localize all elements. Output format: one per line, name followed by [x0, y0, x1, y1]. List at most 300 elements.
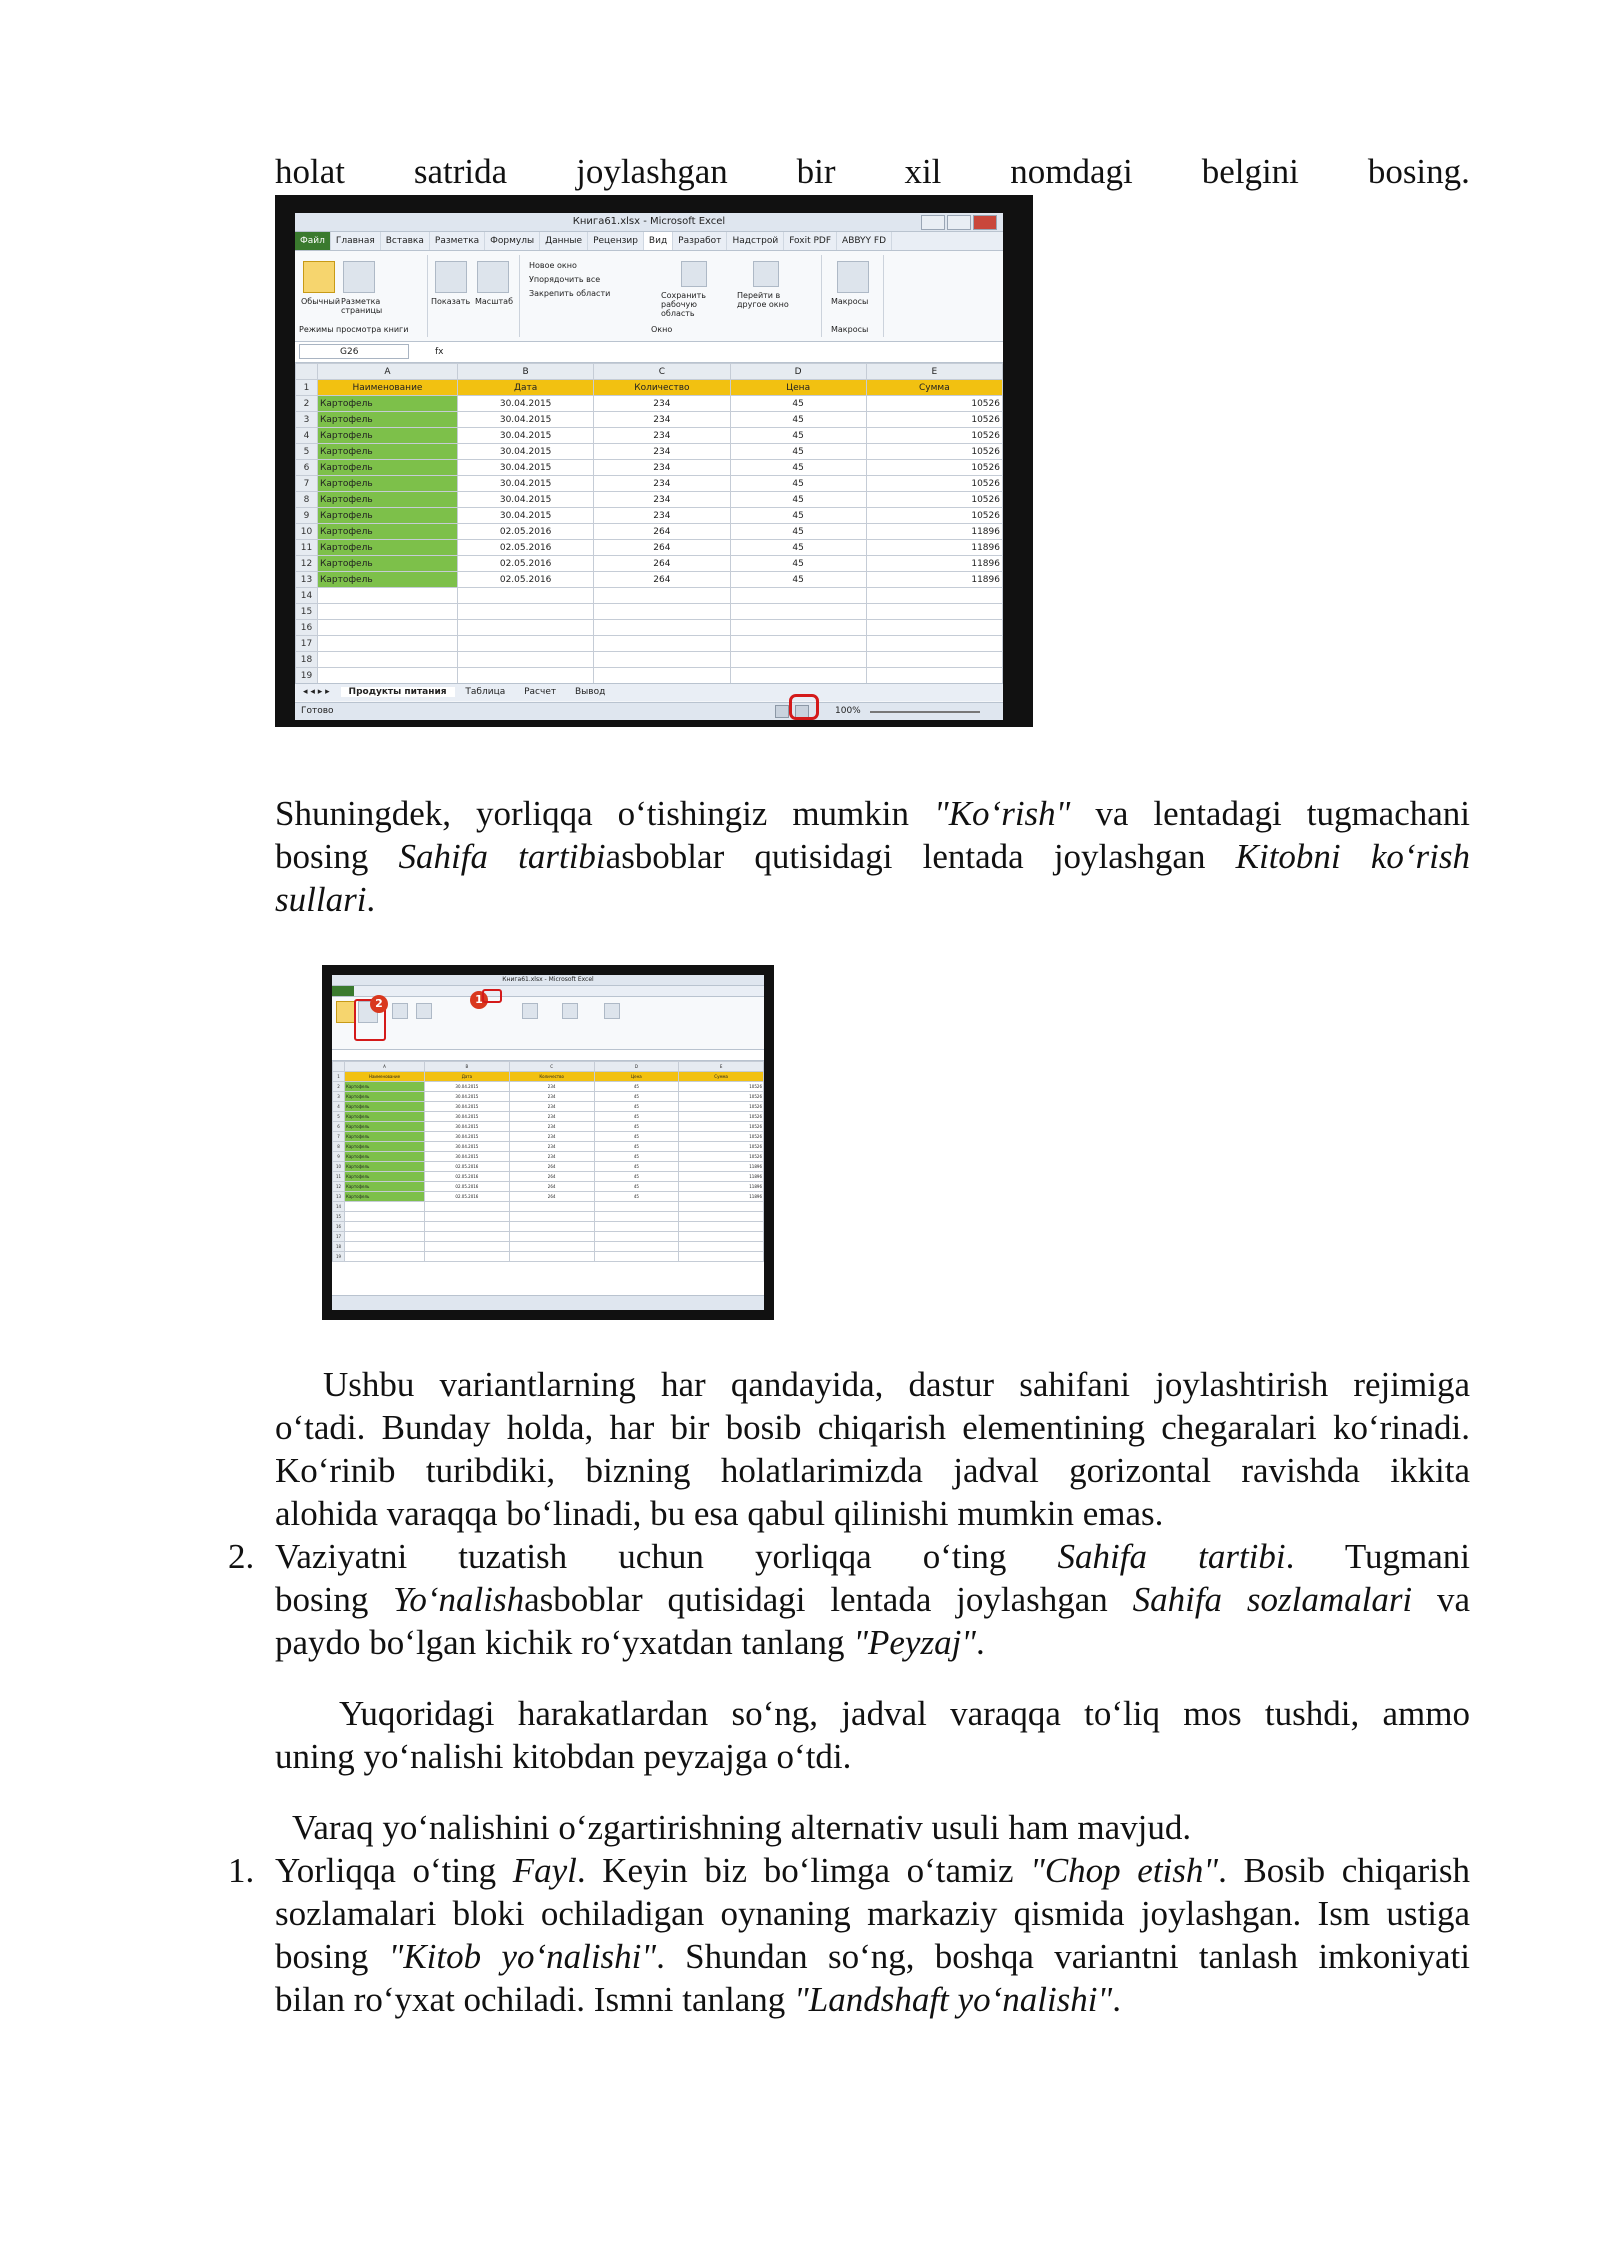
table-cell[interactable]: 234 — [594, 412, 730, 428]
table-cell[interactable]: Картофель — [318, 492, 458, 508]
table-cell[interactable]: 10526 — [866, 396, 1002, 412]
table-cell[interactable] — [509, 1202, 594, 1212]
table-cell[interactable]: 45 — [730, 540, 866, 556]
row-number[interactable]: 11 — [296, 540, 318, 556]
para3-line-3: Ko‘rinib turibdiki, bizning holatlarimizda jadval gorizontal ravishda ikkita — [275, 1451, 1470, 1490]
save-workspace-button[interactable] — [681, 261, 707, 287]
row-number[interactable]: 1 — [333, 1072, 345, 1082]
table-cell[interactable]: Картофель — [318, 524, 458, 540]
table-cell[interactable] — [594, 1212, 679, 1222]
table-cell[interactable] — [594, 652, 730, 668]
header-cell[interactable]: Сумма — [679, 1072, 764, 1082]
minimize-icon[interactable] — [921, 215, 945, 230]
table-cell[interactable]: 45 — [594, 1142, 679, 1152]
table-cell[interactable]: 30.04.2015 — [458, 508, 594, 524]
table-cell[interactable]: 234 — [594, 396, 730, 412]
table-cell[interactable]: 30.04.2015 — [425, 1112, 510, 1122]
table-cell[interactable]: 234 — [509, 1142, 594, 1152]
table-cell[interactable]: 30.04.2015 — [458, 396, 594, 412]
tab-review[interactable]: Рецензир — [588, 232, 644, 250]
table-cell[interactable] — [458, 652, 594, 668]
row-number[interactable]: 13 — [296, 572, 318, 588]
table-cell[interactable] — [318, 604, 458, 620]
row-number[interactable]: 11 — [333, 1172, 345, 1182]
table-cell[interactable] — [425, 1232, 510, 1242]
word: satrida — [413, 152, 508, 191]
name-box[interactable]: G26 — [299, 344, 409, 359]
table-cell[interactable]: Картофель — [318, 396, 458, 412]
row-number[interactable]: 2 — [333, 1082, 345, 1092]
save-workspace-button[interactable] — [522, 1003, 538, 1019]
table-cell[interactable]: Картофель — [345, 1102, 425, 1112]
row-number[interactable]: 1 — [296, 380, 318, 396]
table-cell[interactable]: 45 — [594, 1082, 679, 1092]
table-cell[interactable]: 234 — [594, 460, 730, 476]
table-cell[interactable] — [458, 636, 594, 652]
table-cell[interactable] — [458, 604, 594, 620]
sheet-tab-products[interactable]: Продукты питания — [341, 687, 455, 697]
table-cell[interactable]: 30.04.2015 — [458, 428, 594, 444]
table-cell[interactable]: Картофель — [345, 1112, 425, 1122]
column-letter[interactable]: E — [679, 1062, 764, 1072]
word: nomdagi — [1010, 152, 1133, 191]
row-number[interactable]: 3 — [333, 1092, 345, 1102]
table-cell[interactable]: Картофель — [318, 508, 458, 524]
table-cell[interactable]: Картофель — [345, 1192, 425, 1202]
table-cell[interactable]: 234 — [594, 428, 730, 444]
row-number[interactable]: 19 — [296, 668, 318, 684]
header-cell[interactable]: Сумма — [866, 380, 1002, 396]
table-cell[interactable] — [594, 620, 730, 636]
row-number[interactable]: 12 — [333, 1182, 345, 1192]
column-letter[interactable]: D — [730, 364, 866, 380]
table-cell[interactable]: 30.04.2015 — [425, 1102, 510, 1112]
row-number[interactable]: 9 — [296, 508, 318, 524]
table-cell[interactable] — [458, 620, 594, 636]
table-cell[interactable] — [679, 1242, 764, 1252]
table-cell[interactable]: 234 — [594, 476, 730, 492]
table-cell[interactable]: Картофель — [318, 428, 458, 444]
header-cell[interactable]: Наименование — [345, 1072, 425, 1082]
header-cell[interactable]: Дата — [458, 380, 594, 396]
table-cell[interactable] — [594, 1252, 679, 1262]
table-cell[interactable]: 02.05.2016 — [425, 1162, 510, 1172]
table-cell[interactable]: 02.05.2016 — [425, 1182, 510, 1192]
table-cell[interactable]: Картофель — [345, 1142, 425, 1152]
table-cell[interactable] — [594, 1202, 679, 1212]
tab-addins[interactable]: Надстрой — [727, 232, 784, 250]
table-cell[interactable]: 45 — [730, 492, 866, 508]
table-cell[interactable]: 11896 — [679, 1182, 764, 1192]
table-cell[interactable] — [594, 668, 730, 684]
table-cell[interactable]: 45 — [730, 572, 866, 588]
row-number[interactable]: 7 — [296, 476, 318, 492]
row-number[interactable]: 19 — [333, 1252, 345, 1262]
tab-file[interactable] — [332, 986, 354, 996]
row-number[interactable]: 10 — [296, 524, 318, 540]
tab-file[interactable]: Файл — [295, 232, 331, 250]
table-cell[interactable]: 234 — [509, 1082, 594, 1092]
table-cell[interactable]: 11896 — [679, 1172, 764, 1182]
worksheet-grid[interactable] — [332, 1061, 764, 1295]
close-icon[interactable] — [973, 215, 997, 230]
group-label: Макросы — [831, 325, 869, 334]
normal-view-button[interactable] — [303, 261, 335, 293]
table-cell[interactable]: 30.04.2015 — [425, 1152, 510, 1162]
table-row — [296, 604, 1003, 620]
header-cell[interactable]: Цена — [594, 1072, 679, 1082]
table-cell[interactable]: 264 — [509, 1162, 594, 1172]
tab-home[interactable]: Главная — [331, 232, 381, 250]
highlight-ring-tab — [482, 989, 502, 1003]
row-number[interactable]: 4 — [333, 1102, 345, 1112]
table-cell[interactable]: 234 — [594, 444, 730, 460]
show-zoom-group — [429, 255, 520, 337]
row-number[interactable]: 18 — [296, 652, 318, 668]
table-cell[interactable] — [509, 1212, 594, 1222]
table-cell[interactable]: 30.04.2015 — [425, 1082, 510, 1092]
table-cell[interactable]: 45 — [730, 396, 866, 412]
column-letter[interactable]: C — [509, 1062, 594, 1072]
table-cell[interactable] — [679, 1252, 764, 1262]
table-cell[interactable]: 10526 — [679, 1112, 764, 1122]
table-cell[interactable] — [866, 652, 1002, 668]
table-cell[interactable] — [425, 1242, 510, 1252]
macros-button[interactable] — [604, 1003, 620, 1019]
row-number[interactable]: 17 — [296, 636, 318, 652]
table-cell[interactable] — [679, 1232, 764, 1242]
row-number[interactable]: 14 — [296, 588, 318, 604]
row-number[interactable]: 8 — [296, 492, 318, 508]
list-item-2 — [275, 1535, 1470, 1664]
para4-line-2: uning yo‘nalishi kitobdan peyzajga o‘tdi. — [275, 1737, 852, 1776]
normal-view-icon[interactable] — [775, 705, 789, 718]
maximize-icon[interactable] — [947, 215, 971, 230]
table-cell[interactable]: 45 — [730, 428, 866, 444]
worksheet-grid[interactable] — [295, 363, 1003, 683]
header-cell[interactable]: Дата — [425, 1072, 510, 1082]
table-cell[interactable]: 02.05.2016 — [425, 1172, 510, 1182]
table-cell[interactable]: 30.04.2015 — [458, 444, 594, 460]
show-button[interactable] — [392, 1003, 408, 1019]
table-cell[interactable] — [679, 1222, 764, 1232]
table-cell[interactable]: 10526 — [866, 460, 1002, 476]
table-cell[interactable] — [425, 1252, 510, 1262]
table-cell[interactable] — [425, 1222, 510, 1232]
table-cell[interactable]: 30.04.2015 — [458, 412, 594, 428]
table-cell[interactable]: Картофель — [345, 1162, 425, 1172]
column-letter[interactable]: E — [866, 364, 1002, 380]
row-number[interactable]: 6 — [333, 1122, 345, 1132]
table-cell[interactable]: 10526 — [866, 476, 1002, 492]
table-row — [296, 460, 1003, 476]
table-cell[interactable]: 30.04.2015 — [458, 460, 594, 476]
table-cell[interactable] — [730, 588, 866, 604]
show-button[interactable] — [435, 261, 467, 293]
switch-window-button[interactable] — [753, 261, 779, 287]
zoom-slider[interactable] — [870, 711, 980, 713]
table-cell[interactable]: 10526 — [679, 1082, 764, 1092]
table-cell[interactable]: 264 — [594, 556, 730, 572]
table-cell[interactable]: Картофель — [318, 540, 458, 556]
table-cell[interactable]: 234 — [594, 492, 730, 508]
table-cell[interactable]: 234 — [509, 1092, 594, 1102]
table-cell[interactable]: 10526 — [866, 492, 1002, 508]
sheet-nav-icon[interactable]: ◂ ◂ ▸ ▸ — [303, 687, 330, 697]
table-cell[interactable]: 45 — [730, 524, 866, 540]
table-cell[interactable]: 30.04.2015 — [458, 476, 594, 492]
row-number[interactable]: 5 — [296, 444, 318, 460]
table-cell[interactable]: Картофель — [318, 460, 458, 476]
table-cell[interactable] — [730, 604, 866, 620]
header-cell[interactable]: Цена — [730, 380, 866, 396]
column-letter[interactable]: B — [458, 364, 594, 380]
table-cell[interactable]: 11896 — [866, 572, 1002, 588]
group-label: Режимы просмотра книги — [299, 325, 409, 334]
table-cell[interactable]: 02.05.2016 — [458, 540, 594, 556]
header-cell[interactable]: Количество — [509, 1072, 594, 1082]
table-cell[interactable] — [318, 620, 458, 636]
table-cell[interactable]: Картофель — [345, 1182, 425, 1192]
row-number[interactable]: 16 — [333, 1222, 345, 1232]
table-cell[interactable]: Картофель — [345, 1122, 425, 1132]
table-cell[interactable] — [866, 604, 1002, 620]
table-cell[interactable]: Картофель — [345, 1082, 425, 1092]
table-cell[interactable]: Картофель — [318, 444, 458, 460]
freeze-button[interactable]: Закрепить области — [529, 289, 611, 298]
table-cell[interactable]: 45 — [730, 556, 866, 572]
zoom-button[interactable] — [477, 261, 509, 293]
table-cell[interactable]: 45 — [730, 476, 866, 492]
table-cell[interactable]: 10526 — [866, 444, 1002, 460]
row-number[interactable]: 2 — [296, 396, 318, 412]
table-cell[interactable] — [594, 636, 730, 652]
table-cell[interactable]: 234 — [594, 508, 730, 524]
table-cell[interactable]: Картофель — [345, 1132, 425, 1142]
table-cell[interactable]: 264 — [509, 1172, 594, 1182]
table-cell[interactable]: 234 — [509, 1152, 594, 1162]
row-number[interactable]: 3 — [296, 412, 318, 428]
table-cell[interactable]: Картофель — [318, 556, 458, 572]
table-cell[interactable]: Картофель — [345, 1172, 425, 1182]
switch-window-button[interactable] — [562, 1003, 578, 1019]
table-cell[interactable] — [730, 668, 866, 684]
table-cell[interactable]: 45 — [594, 1102, 679, 1112]
table-cell[interactable]: 02.05.2016 — [458, 556, 594, 572]
row-number[interactable]: 7 — [333, 1132, 345, 1142]
new-window-button[interactable]: Новое окно — [529, 261, 577, 270]
header-cell[interactable]: Наименование — [318, 380, 458, 396]
table-cell[interactable]: 30.04.2015 — [425, 1122, 510, 1132]
table-cell[interactable]: 264 — [594, 540, 730, 556]
column-letter[interactable]: D — [594, 1062, 679, 1072]
table-cell[interactable]: 45 — [594, 1152, 679, 1162]
row-number[interactable]: 10 — [333, 1162, 345, 1172]
sheet-tab-table[interactable]: Таблица — [465, 687, 506, 697]
table-cell[interactable]: 10526 — [679, 1152, 764, 1162]
table-cell[interactable] — [425, 1212, 510, 1222]
table-cell[interactable]: 264 — [594, 524, 730, 540]
row-number[interactable]: 15 — [296, 604, 318, 620]
row-number[interactable]: 9 — [333, 1152, 345, 1162]
row-number[interactable]: 14 — [333, 1202, 345, 1212]
step-badge-2: 2 — [370, 995, 388, 1013]
table-cell[interactable]: 234 — [509, 1112, 594, 1122]
table-cell[interactable]: 10526 — [866, 412, 1002, 428]
table-cell[interactable]: 10526 — [866, 428, 1002, 444]
table-cell[interactable]: Картофель — [318, 572, 458, 588]
table-cell[interactable]: 10526 — [866, 508, 1002, 524]
row-number[interactable]: 12 — [296, 556, 318, 572]
para2-line-2: bosing Sahifa tartibiasboblar qutisidagi lentada joylashgan Kitobni ko‘rish — [275, 837, 1470, 876]
row-number[interactable]: 16 — [296, 620, 318, 636]
row-number[interactable]: 18 — [333, 1242, 345, 1252]
table-cell[interactable] — [345, 1242, 425, 1252]
table-cell[interactable] — [509, 1232, 594, 1242]
table-cell[interactable]: 10526 — [679, 1092, 764, 1102]
table-row — [296, 636, 1003, 652]
table-cell[interactable] — [679, 1202, 764, 1212]
table-cell[interactable] — [866, 588, 1002, 604]
table-cell[interactable]: 30.04.2015 — [458, 492, 594, 508]
table-cell[interactable] — [679, 1212, 764, 1222]
tab-data[interactable]: Данные — [540, 232, 588, 250]
table-cell[interactable]: 45 — [594, 1162, 679, 1172]
table-row — [296, 524, 1003, 540]
corner-cell[interactable] — [333, 1062, 345, 1072]
table-cell[interactable] — [318, 588, 458, 604]
zoom-button[interactable] — [416, 1003, 432, 1019]
table-cell[interactable] — [594, 588, 730, 604]
corner-cell[interactable] — [296, 364, 318, 380]
table-cell[interactable] — [425, 1202, 510, 1212]
table-cell[interactable]: 234 — [509, 1132, 594, 1142]
tab-developer[interactable]: Разработ — [673, 232, 727, 250]
table-cell[interactable]: 11896 — [679, 1162, 764, 1172]
table-cell[interactable] — [594, 1242, 679, 1252]
table-cell[interactable]: 11896 — [866, 540, 1002, 556]
table-cell[interactable]: 10526 — [679, 1102, 764, 1112]
tab-insert[interactable]: Вставка — [381, 232, 430, 250]
sheet-tab-calc[interactable]: Расчет — [524, 687, 557, 697]
table-cell[interactable]: 11896 — [866, 556, 1002, 572]
table-cell[interactable]: 234 — [509, 1102, 594, 1112]
table-cell[interactable] — [458, 588, 594, 604]
table-cell[interactable]: 45 — [594, 1192, 679, 1202]
table-cell[interactable] — [318, 636, 458, 652]
table-cell[interactable]: 45 — [594, 1112, 679, 1122]
table-cell[interactable] — [594, 604, 730, 620]
table-cell[interactable]: Картофель — [318, 476, 458, 492]
table-cell[interactable] — [594, 1222, 679, 1232]
table-cell[interactable] — [458, 668, 594, 684]
table-cell[interactable] — [509, 1222, 594, 1232]
table-cell[interactable]: 10526 — [679, 1132, 764, 1142]
header-cell[interactable]: Количество — [594, 380, 730, 396]
table-cell[interactable]: 30.04.2015 — [425, 1132, 510, 1142]
table-cell[interactable] — [345, 1232, 425, 1242]
table-cell[interactable]: 234 — [509, 1122, 594, 1132]
table-cell[interactable]: 02.05.2016 — [458, 572, 594, 588]
table-cell[interactable]: Картофель — [345, 1092, 425, 1102]
table-cell[interactable]: 30.04.2015 — [425, 1142, 510, 1152]
table-cell[interactable] — [318, 652, 458, 668]
table-cell[interactable] — [866, 668, 1002, 684]
table-cell[interactable]: 30.04.2015 — [425, 1092, 510, 1102]
table-cell[interactable] — [318, 668, 458, 684]
table-cell[interactable] — [730, 636, 866, 652]
column-letter[interactable]: B — [425, 1062, 510, 1072]
table-cell[interactable]: 264 — [509, 1192, 594, 1202]
table-cell[interactable] — [345, 1252, 425, 1262]
row-number[interactable]: 5 — [333, 1112, 345, 1122]
table-cell[interactable] — [730, 652, 866, 668]
table-cell[interactable]: 45 — [730, 412, 866, 428]
tab-foxit[interactable]: Foxit PDF — [784, 232, 837, 250]
table-cell[interactable] — [345, 1202, 425, 1212]
table-cell[interactable]: 45 — [594, 1122, 679, 1132]
table-cell[interactable]: 45 — [730, 460, 866, 476]
normal-view-button[interactable] — [336, 1001, 356, 1023]
arrange-button[interactable]: Упорядочить все — [529, 275, 601, 284]
tab-view[interactable]: Вид — [644, 232, 673, 250]
table-cell[interactable]: 45 — [594, 1092, 679, 1102]
column-letter[interactable]: A — [345, 1062, 425, 1072]
column-letter[interactable]: C — [594, 364, 730, 380]
table-cell[interactable]: 10526 — [679, 1122, 764, 1132]
table-cell[interactable] — [345, 1212, 425, 1222]
table-cell[interactable]: 264 — [594, 572, 730, 588]
table-cell[interactable] — [509, 1252, 594, 1262]
table-cell[interactable] — [866, 636, 1002, 652]
table-cell[interactable]: 11896 — [679, 1192, 764, 1202]
table-cell[interactable]: Картофель — [318, 412, 458, 428]
table-cell[interactable]: Картофель — [345, 1152, 425, 1162]
row-number[interactable]: 15 — [333, 1212, 345, 1222]
row-number[interactable]: 13 — [333, 1192, 345, 1202]
table-cell[interactable]: 45 — [594, 1182, 679, 1192]
table-cell[interactable] — [594, 1232, 679, 1242]
table-cell[interactable]: 45 — [594, 1172, 679, 1182]
table-cell[interactable]: 02.05.2016 — [425, 1192, 510, 1202]
table-cell[interactable] — [345, 1222, 425, 1232]
table-cell[interactable] — [730, 620, 866, 636]
word: bosing. — [1367, 152, 1470, 191]
macros-button[interactable] — [837, 261, 869, 293]
table-cell[interactable]: 45 — [730, 444, 866, 460]
row-number[interactable]: 17 — [333, 1232, 345, 1242]
tab-formulas[interactable]: Формулы — [485, 232, 540, 250]
column-letter[interactable]: A — [318, 364, 458, 380]
table-cell[interactable] — [866, 620, 1002, 636]
table-cell[interactable]: 264 — [509, 1182, 594, 1192]
page-layout-button[interactable] — [343, 261, 375, 293]
table-cell[interactable] — [509, 1242, 594, 1252]
row-number[interactable]: 8 — [333, 1142, 345, 1152]
table-cell[interactable]: 11896 — [866, 524, 1002, 540]
row-number[interactable]: 4 — [296, 428, 318, 444]
table-cell[interactable]: 10526 — [679, 1142, 764, 1152]
table-cell[interactable]: 45 — [730, 508, 866, 524]
table-cell[interactable]: 45 — [594, 1132, 679, 1142]
table-cell[interactable]: 02.05.2016 — [458, 524, 594, 540]
sheet-tab-output[interactable]: Вывод — [574, 687, 606, 697]
group-label: Окно — [651, 325, 673, 334]
row-number[interactable]: 6 — [296, 460, 318, 476]
tab-layout[interactable]: Разметка — [430, 232, 485, 250]
tab-abbyy[interactable]: ABBYY FD — [837, 232, 892, 250]
table-row — [333, 1082, 764, 1092]
